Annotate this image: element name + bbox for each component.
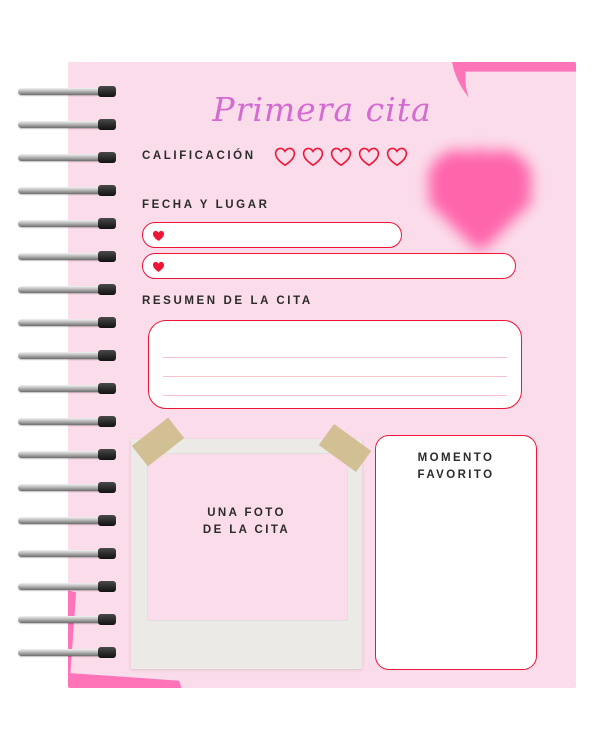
spiral-ring [18, 86, 118, 97]
spiral-ring [18, 581, 118, 592]
date-input-field[interactable] [142, 222, 402, 248]
heart-outline-icon[interactable] [330, 147, 352, 167]
spiral-ring [18, 515, 118, 526]
spiral-ring [18, 251, 118, 262]
spiral-ring [18, 218, 118, 229]
favorite-label-line-1: MOMENTO [417, 452, 495, 464]
spiral-ring [18, 119, 118, 130]
summary-rule-lines [163, 339, 507, 396]
heart-outline-icon[interactable] [386, 147, 408, 167]
spiral-ring [18, 548, 118, 559]
spiral-ring [18, 416, 118, 427]
heart-filled-icon [152, 229, 165, 247]
spiral-ring [18, 647, 118, 658]
summary-textarea[interactable] [148, 320, 522, 409]
rating-label: CALIFICACIÓN [142, 150, 256, 162]
favorite-moment-box[interactable] [375, 435, 537, 670]
spiral-ring [18, 185, 118, 196]
photo-placeholder-line-2: DE LA CITA [202, 524, 291, 536]
spiral-ring [18, 449, 118, 460]
favorite-label-line-2: FAVORITO [417, 469, 495, 481]
page-title: Primera cita [212, 90, 432, 129]
spiral-ring [18, 614, 118, 625]
photo-placeholder[interactable] [131, 439, 362, 669]
page-sheet [68, 62, 576, 688]
heart-outline-icon[interactable] [274, 147, 296, 167]
photo-placeholder-line-1: UNA FOTO [207, 507, 286, 519]
spiral-ring [18, 383, 118, 394]
place-input-field[interactable] [142, 253, 516, 279]
spiral-ring [18, 482, 118, 493]
spiral-ring [18, 350, 118, 361]
blurred-heart-decoration [426, 140, 536, 240]
spiral-ring [18, 284, 118, 295]
rating-hearts-group[interactable] [274, 147, 408, 167]
summary-label: RESUMEN DE LA CITA [142, 295, 313, 307]
heart-outline-icon[interactable] [358, 147, 380, 167]
favorite-moment-label [376, 450, 536, 484]
spiral-ring [18, 317, 118, 328]
heart-filled-icon [152, 260, 165, 278]
heart-outline-icon[interactable] [302, 147, 324, 167]
photo-placeholder-text [131, 505, 362, 539]
spiral-ring [18, 152, 118, 163]
spiral-binding [18, 86, 128, 672]
date-place-label: FECHA Y LUGAR [142, 199, 270, 211]
